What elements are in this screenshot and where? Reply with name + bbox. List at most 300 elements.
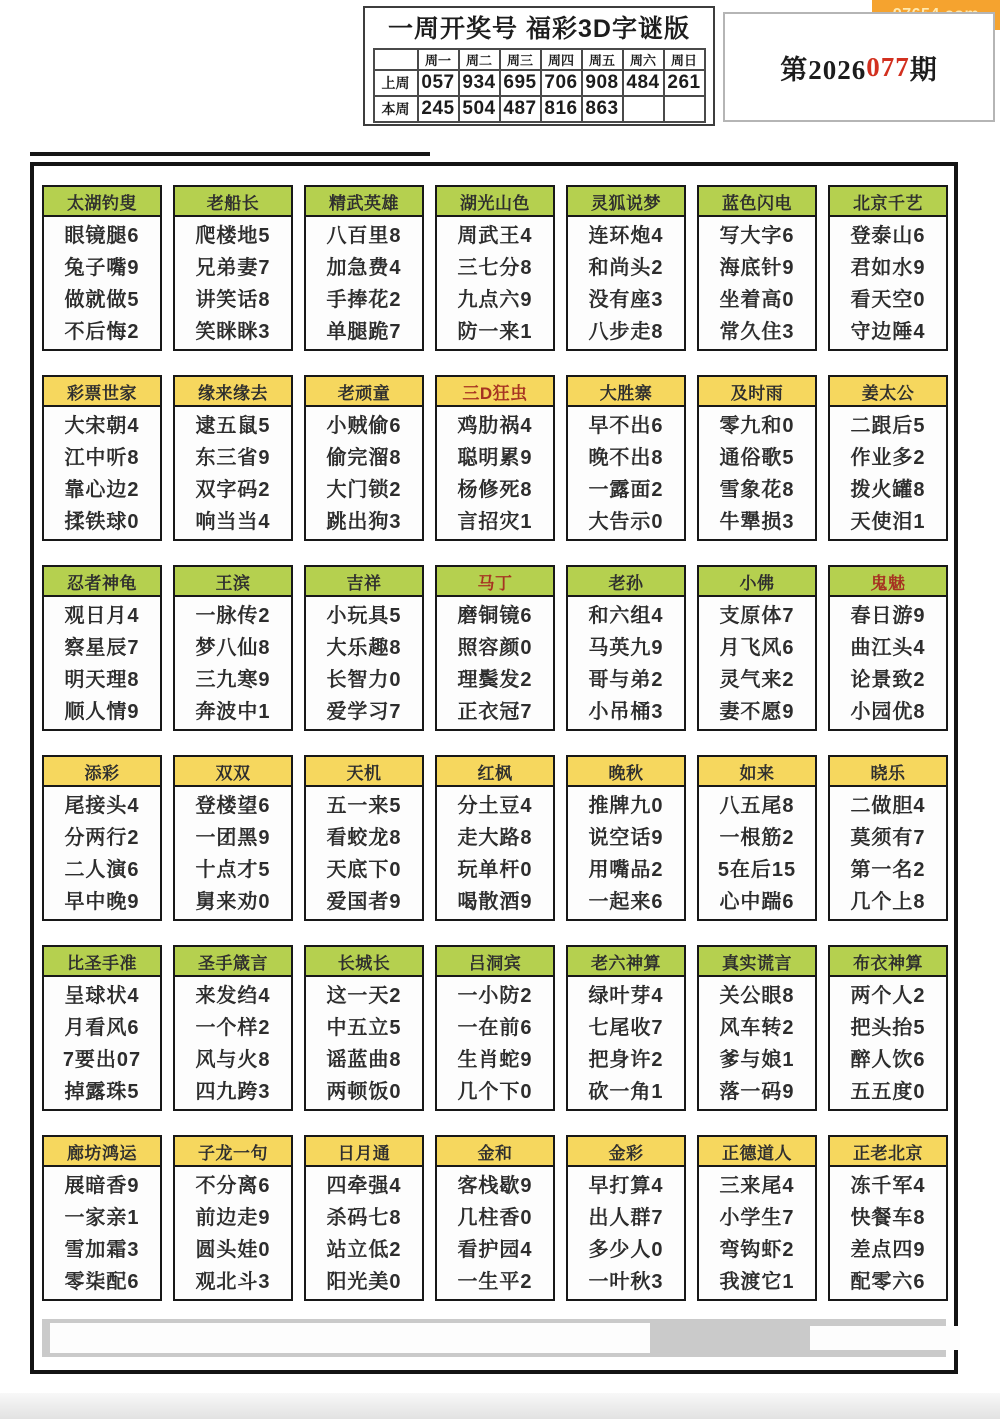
riddle-line: 通俗歌5	[719, 447, 795, 469]
riddle-line: 把身许2	[588, 1049, 664, 1071]
riddle-line: 灵气来2	[719, 669, 795, 691]
riddle-card	[566, 1135, 686, 1301]
card-title: 红枫	[437, 757, 553, 787]
card-title: 忍者神龟	[44, 567, 160, 597]
card-body	[699, 977, 815, 1108]
riddle-card	[435, 375, 555, 541]
card-body	[568, 217, 684, 348]
card-body	[699, 597, 815, 728]
week-label-cell: 本周	[374, 96, 418, 122]
card-body	[699, 407, 815, 538]
card-body	[437, 407, 553, 538]
card-body	[568, 787, 684, 918]
card-body	[568, 1167, 684, 1298]
card-title: 比圣手准	[44, 947, 160, 977]
riddle-line: 爱国者9	[326, 891, 402, 913]
riddle-line: 登泰山6	[850, 225, 926, 247]
riddle-line: 前边走9	[195, 1207, 271, 1229]
riddle-line: 一生平2	[457, 1271, 533, 1293]
riddle-line: 君如水9	[850, 257, 926, 279]
riddle-card	[304, 945, 424, 1111]
draw-number-cell: 057	[418, 70, 459, 96]
riddle-line: 不后悔2	[64, 321, 140, 343]
riddle-card	[304, 755, 424, 921]
riddle-line: 大门锁2	[326, 479, 402, 501]
card-title: 小佛	[699, 567, 815, 597]
card-title: 圣手箴言	[175, 947, 291, 977]
riddle-line: 把头抬5	[850, 1017, 926, 1039]
footer-box-left	[50, 1323, 650, 1353]
riddle-line: 展暗香9	[64, 1175, 140, 1197]
riddle-line: 响当当4	[195, 511, 271, 533]
riddle-card	[697, 1135, 817, 1301]
riddle-line: 揉铁球0	[64, 511, 140, 533]
riddle-line: 五五度0	[850, 1081, 926, 1103]
riddle-line: 一在前6	[457, 1017, 533, 1039]
riddle-line: 看天空0	[850, 289, 926, 311]
table-row	[374, 96, 705, 122]
card-title: 三D狂虫	[437, 377, 553, 407]
riddle-line: 九点六9	[457, 289, 533, 311]
riddle-card	[435, 185, 555, 351]
riddle-line: 来发绉4	[195, 985, 271, 1007]
riddle-card	[566, 185, 686, 351]
card-title: 王滨	[175, 567, 291, 597]
riddle-line: 风与火8	[195, 1049, 271, 1071]
riddle-line: 单腿跪7	[326, 321, 402, 343]
riddle-line: 呈球状4	[64, 985, 140, 1007]
card-title: 老孙	[568, 567, 684, 597]
riddle-line: 和六组4	[588, 605, 664, 627]
riddle-line: 早打算4	[588, 1175, 664, 1197]
card-title: 添彩	[44, 757, 160, 787]
card-body	[44, 1167, 160, 1298]
riddle-card	[435, 755, 555, 921]
riddle-card	[435, 1135, 555, 1301]
card-title: 正老北京	[830, 1137, 946, 1167]
riddle-card	[304, 375, 424, 541]
card-title: 金彩	[568, 1137, 684, 1167]
card-title: 灵狐说梦	[568, 187, 684, 217]
riddle-line: 兄弟妻7	[195, 257, 271, 279]
card-body	[44, 597, 160, 728]
riddle-line: 小贼偷6	[326, 415, 402, 437]
riddle-card	[42, 185, 162, 351]
draw-number-cell: 706	[541, 70, 582, 96]
riddle-card	[828, 185, 948, 351]
day-header-cell: 周四	[541, 49, 582, 70]
riddle-line: 月看风6	[64, 1017, 140, 1039]
riddle-line: 冻千军4	[850, 1175, 926, 1197]
riddle-line: 小玩具5	[326, 605, 402, 627]
draw-number-cell: 261	[664, 70, 705, 96]
riddle-line: 明天理8	[64, 669, 140, 691]
riddle-card	[173, 945, 293, 1111]
riddle-line: 眼镜腿6	[64, 225, 140, 247]
card-title: 子龙一句	[175, 1137, 291, 1167]
riddle-line: 不分离6	[195, 1175, 271, 1197]
riddle-line: 圆头娃0	[195, 1239, 271, 1261]
riddle-line: 鸡肋祸4	[457, 415, 533, 437]
riddle-line: 晚不出8	[588, 447, 664, 469]
riddle-line: 梦八仙8	[195, 637, 271, 659]
riddle-line: 看蛟龙8	[326, 827, 402, 849]
riddle-line: 零柒配6	[64, 1271, 140, 1293]
card-body	[568, 597, 684, 728]
riddle-line: 坐着高0	[719, 289, 795, 311]
card-body	[306, 407, 422, 538]
riddle-line: 靠心边2	[64, 479, 140, 501]
card-body	[306, 787, 422, 918]
riddle-line: 雪象花8	[719, 479, 795, 501]
cards-grid	[34, 166, 954, 1301]
riddle-line: 三七分8	[457, 257, 533, 279]
riddle-frame	[30, 162, 958, 1374]
riddle-line: 爬楼地5	[195, 225, 271, 247]
riddle-line: 绿叶芽4	[588, 985, 664, 1007]
card-body	[175, 977, 291, 1108]
riddle-line: 小吊桶3	[588, 701, 664, 723]
card-body	[44, 977, 160, 1108]
card-body	[175, 787, 291, 918]
riddle-line: 一叶秋3	[588, 1271, 664, 1293]
riddle-line: 观北斗3	[195, 1271, 271, 1293]
riddle-line: 正衣冠7	[457, 701, 533, 723]
card-title: 鬼魅	[830, 567, 946, 597]
riddle-line: 照容颜0	[457, 637, 533, 659]
riddle-line: 察星辰7	[64, 637, 140, 659]
card-title: 缘来缘去	[175, 377, 291, 407]
riddle-line: 七尾收7	[588, 1017, 664, 1039]
riddle-line: 理鬓发2	[457, 669, 533, 691]
riddle-line: 早中晚9	[64, 891, 140, 913]
riddle-line: 早不出6	[588, 415, 664, 437]
card-body	[437, 787, 553, 918]
riddle-line: 东三省9	[195, 447, 271, 469]
riddle-line: 偷完溜8	[326, 447, 402, 469]
riddle-line: 天底下0	[326, 859, 402, 881]
card-title: 双双	[175, 757, 291, 787]
card-title: 蓝色闪电	[699, 187, 815, 217]
draw-number-cell	[623, 96, 664, 122]
riddle-card	[697, 945, 817, 1111]
riddle-line: 舅来劝0	[195, 891, 271, 913]
footer-scrollbar[interactable]	[42, 1319, 946, 1357]
issue-highlight: 077	[866, 51, 910, 82]
riddle-line: 一根筋2	[719, 827, 795, 849]
riddle-line: 言招灾1	[457, 511, 533, 533]
card-body	[306, 597, 422, 728]
riddle-line: 谣蓝曲8	[326, 1049, 402, 1071]
riddle-line: 十点才5	[195, 859, 271, 881]
draw-number-cell: 934	[459, 70, 500, 96]
card-title: 晓乐	[830, 757, 946, 787]
riddle-line: 三来尾4	[719, 1175, 795, 1197]
riddle-line: 奔波中1	[195, 701, 271, 723]
card-body	[175, 217, 291, 348]
riddle-line: 四九跨3	[195, 1081, 271, 1103]
riddle-line: 心中踹6	[719, 891, 795, 913]
riddle-line: 磨铜镜6	[457, 605, 533, 627]
riddle-line: 作业多2	[850, 447, 926, 469]
riddle-line: 莫须有7	[850, 827, 926, 849]
riddle-line: 几个上8	[850, 891, 926, 913]
riddle-line: 手捧花2	[326, 289, 402, 311]
riddle-line: 推牌九0	[588, 795, 664, 817]
riddle-line: 大告示0	[588, 511, 664, 533]
card-title: 天机	[306, 757, 422, 787]
riddle-line: 掉露珠5	[64, 1081, 140, 1103]
riddle-card	[173, 755, 293, 921]
draw-number-cell: 504	[459, 96, 500, 122]
card-title: 真实谎言	[699, 947, 815, 977]
riddle-card	[173, 185, 293, 351]
riddle-card	[566, 375, 686, 541]
riddle-card	[435, 945, 555, 1111]
riddle-line: 一小防2	[457, 985, 533, 1007]
riddle-line: 周武王4	[457, 225, 533, 247]
riddle-card	[828, 1135, 948, 1301]
card-title: 彩票世家	[44, 377, 160, 407]
card-title: 姜太公	[830, 377, 946, 407]
riddle-card	[566, 945, 686, 1111]
riddle-card	[828, 945, 948, 1111]
corner-cell	[374, 49, 418, 70]
riddle-line: 做就做5	[64, 289, 140, 311]
riddle-line: 支原体7	[719, 605, 795, 627]
card-body	[699, 1167, 815, 1298]
day-header-cell: 周二	[459, 49, 500, 70]
page-title: 一周开奖号 福彩3D字谜版	[388, 15, 690, 43]
riddle-line: 跳出狗3	[326, 511, 402, 533]
riddle-line: 二跟后5	[850, 415, 926, 437]
riddle-line: 这一天2	[326, 985, 402, 1007]
issue-number-box	[723, 12, 995, 122]
riddle-line: 几个下0	[457, 1081, 533, 1103]
riddle-line: 海底针9	[719, 257, 795, 279]
riddle-line: 7要出07	[62, 1049, 142, 1071]
card-title: 湖光山色	[437, 187, 553, 217]
riddle-line: 客栈歇9	[457, 1175, 533, 1197]
card-title: 吕洞宾	[437, 947, 553, 977]
card-body	[437, 597, 553, 728]
riddle-line: 站立低2	[326, 1239, 402, 1261]
weekly-draw-panel	[363, 6, 715, 126]
riddle-card	[304, 185, 424, 351]
riddle-line: 关公眼8	[719, 985, 795, 1007]
riddle-card	[697, 755, 817, 921]
riddle-line: 拨火罐8	[850, 479, 926, 501]
riddle-line: 说空话9	[588, 827, 664, 849]
riddle-line: 顺人情9	[64, 701, 140, 723]
card-title: 及时雨	[699, 377, 815, 407]
riddle-line: 配零六6	[850, 1271, 926, 1293]
draw-number-cell: 484	[623, 70, 664, 96]
card-title: 精武英雄	[306, 187, 422, 217]
week-label-cell: 上周	[374, 70, 418, 96]
riddle-line: 逮五鼠5	[195, 415, 271, 437]
riddle-card	[828, 375, 948, 541]
card-body	[44, 407, 160, 538]
issue-prefix: 第2026	[780, 54, 867, 85]
riddle-line: 哥与弟2	[588, 669, 664, 691]
riddle-line: 醉人饮6	[850, 1049, 926, 1071]
riddle-line: 防一来1	[457, 321, 533, 343]
card-title: 日月通	[306, 1137, 422, 1167]
riddle-line: 讲笑话8	[195, 289, 271, 311]
card-body	[830, 787, 946, 918]
riddle-card	[42, 945, 162, 1111]
day-header-cell: 周六	[623, 49, 664, 70]
riddle-line: 两顿饭0	[326, 1081, 402, 1103]
riddle-card	[697, 375, 817, 541]
riddle-line: 连环炮4	[588, 225, 664, 247]
riddle-line: 杀码七8	[326, 1207, 402, 1229]
riddle-line: 妻不愿9	[719, 701, 795, 723]
card-body	[306, 1167, 422, 1298]
riddle-line: 加急费4	[326, 257, 402, 279]
card-body	[699, 787, 815, 918]
riddle-line: 落一码9	[719, 1081, 795, 1103]
card-body	[568, 407, 684, 538]
card-body	[306, 217, 422, 348]
riddle-line: 一起来6	[588, 891, 664, 913]
riddle-line: 玩单杆0	[457, 859, 533, 881]
card-title: 如来	[699, 757, 815, 787]
weekly-draw-table	[373, 48, 706, 123]
card-body	[830, 407, 946, 538]
riddle-line: 走大路8	[457, 827, 533, 849]
card-body	[699, 217, 815, 348]
riddle-card	[828, 755, 948, 921]
draw-number-cell: 487	[500, 96, 541, 122]
riddle-card	[173, 1135, 293, 1301]
riddle-card	[173, 375, 293, 541]
card-title: 正德道人	[699, 1137, 815, 1167]
card-title: 老顽童	[306, 377, 422, 407]
riddle-card	[42, 755, 162, 921]
riddle-line: 快餐车8	[850, 1207, 926, 1229]
day-header-cell: 周日	[664, 49, 705, 70]
riddle-line: 生肖蛇9	[457, 1049, 533, 1071]
riddle-line: 牛犟损3	[719, 511, 795, 533]
day-header-cell: 周三	[500, 49, 541, 70]
card-body	[830, 597, 946, 728]
riddle-line: 小学生7	[719, 1207, 795, 1229]
riddle-line: 笑眯眯3	[195, 321, 271, 343]
riddle-card	[435, 565, 555, 731]
card-title: 长城长	[306, 947, 422, 977]
riddle-card	[566, 565, 686, 731]
riddle-line: 三九寒9	[195, 669, 271, 691]
riddle-line: 一脉传2	[195, 605, 271, 627]
riddle-line: 曲江头4	[850, 637, 926, 659]
riddle-line: 一个样2	[195, 1017, 271, 1039]
draw-number-cell: 863	[582, 96, 623, 122]
riddle-line: 八百里8	[326, 225, 402, 247]
card-body	[568, 977, 684, 1108]
riddle-line: 尾接头4	[64, 795, 140, 817]
riddle-line: 大乐趣8	[326, 637, 402, 659]
riddle-line: 五一来5	[326, 795, 402, 817]
riddle-line: 和尚头2	[588, 257, 664, 279]
riddle-line: 月飞风6	[719, 637, 795, 659]
riddle-line: 长智力0	[326, 669, 402, 691]
card-body	[437, 977, 553, 1108]
day-header-cell: 周一	[418, 49, 459, 70]
riddle-line: 论景致2	[850, 669, 926, 691]
riddle-line: 兔子嘴9	[64, 257, 140, 279]
card-body	[306, 977, 422, 1108]
riddle-line: 风车转2	[719, 1017, 795, 1039]
riddle-line: 杨修死8	[457, 479, 533, 501]
riddle-line: 弯钩虾2	[719, 1239, 795, 1261]
card-body	[44, 217, 160, 348]
card-body	[175, 1167, 291, 1298]
riddle-card	[697, 185, 817, 351]
riddle-line: 喝散酒9	[457, 891, 533, 913]
draw-number-cell: 816	[541, 96, 582, 122]
riddle-line: 聪明累9	[457, 447, 533, 469]
card-body	[437, 217, 553, 348]
card-title: 北京千艺	[830, 187, 946, 217]
draw-number-cell	[664, 96, 705, 122]
riddle-line: 写大字6	[719, 225, 795, 247]
riddle-card	[304, 1135, 424, 1301]
riddle-line: 5在后15	[717, 859, 797, 881]
riddle-line: 多少人0	[588, 1239, 664, 1261]
riddle-line: 一团黑9	[195, 827, 271, 849]
riddle-line: 春日游9	[850, 605, 926, 627]
riddle-line: 双字码2	[195, 479, 271, 501]
card-title: 太湖钓叟	[44, 187, 160, 217]
riddle-card	[42, 1135, 162, 1301]
riddle-line: 四牵强4	[326, 1175, 402, 1197]
riddle-line: 二人演6	[64, 859, 140, 881]
card-title: 布衣神算	[830, 947, 946, 977]
riddle-card	[828, 565, 948, 731]
riddle-line: 看护园4	[457, 1239, 533, 1261]
card-title: 金和	[437, 1137, 553, 1167]
riddle-line: 出人群7	[588, 1207, 664, 1229]
riddle-line: 用嘴品2	[588, 859, 664, 881]
riddle-line: 守边陲4	[850, 321, 926, 343]
riddle-line: 一露面2	[588, 479, 664, 501]
riddle-card	[697, 565, 817, 731]
riddle-line: 江中听8	[64, 447, 140, 469]
card-body	[437, 1167, 553, 1298]
card-body	[175, 407, 291, 538]
riddle-line: 我渡它1	[719, 1271, 795, 1293]
riddle-line: 分土豆4	[457, 795, 533, 817]
riddle-card	[566, 755, 686, 921]
card-body	[830, 217, 946, 348]
draw-number-cell: 908	[582, 70, 623, 96]
table-row	[374, 70, 705, 96]
riddle-line: 两个人2	[850, 985, 926, 1007]
draw-number-cell: 245	[418, 96, 459, 122]
page-bottom-band	[0, 1393, 1000, 1419]
card-title: 老六神算	[568, 947, 684, 977]
riddle-line: 大宋朝4	[64, 415, 140, 437]
riddle-line: 八步走8	[588, 321, 664, 343]
riddle-line: 砍一角1	[588, 1081, 664, 1103]
riddle-card	[42, 565, 162, 731]
riddle-line: 阳光美0	[326, 1271, 402, 1293]
riddle-line: 一家亲1	[64, 1207, 140, 1229]
riddle-line: 第一名2	[850, 859, 926, 881]
day-header-cell: 周五	[582, 49, 623, 70]
